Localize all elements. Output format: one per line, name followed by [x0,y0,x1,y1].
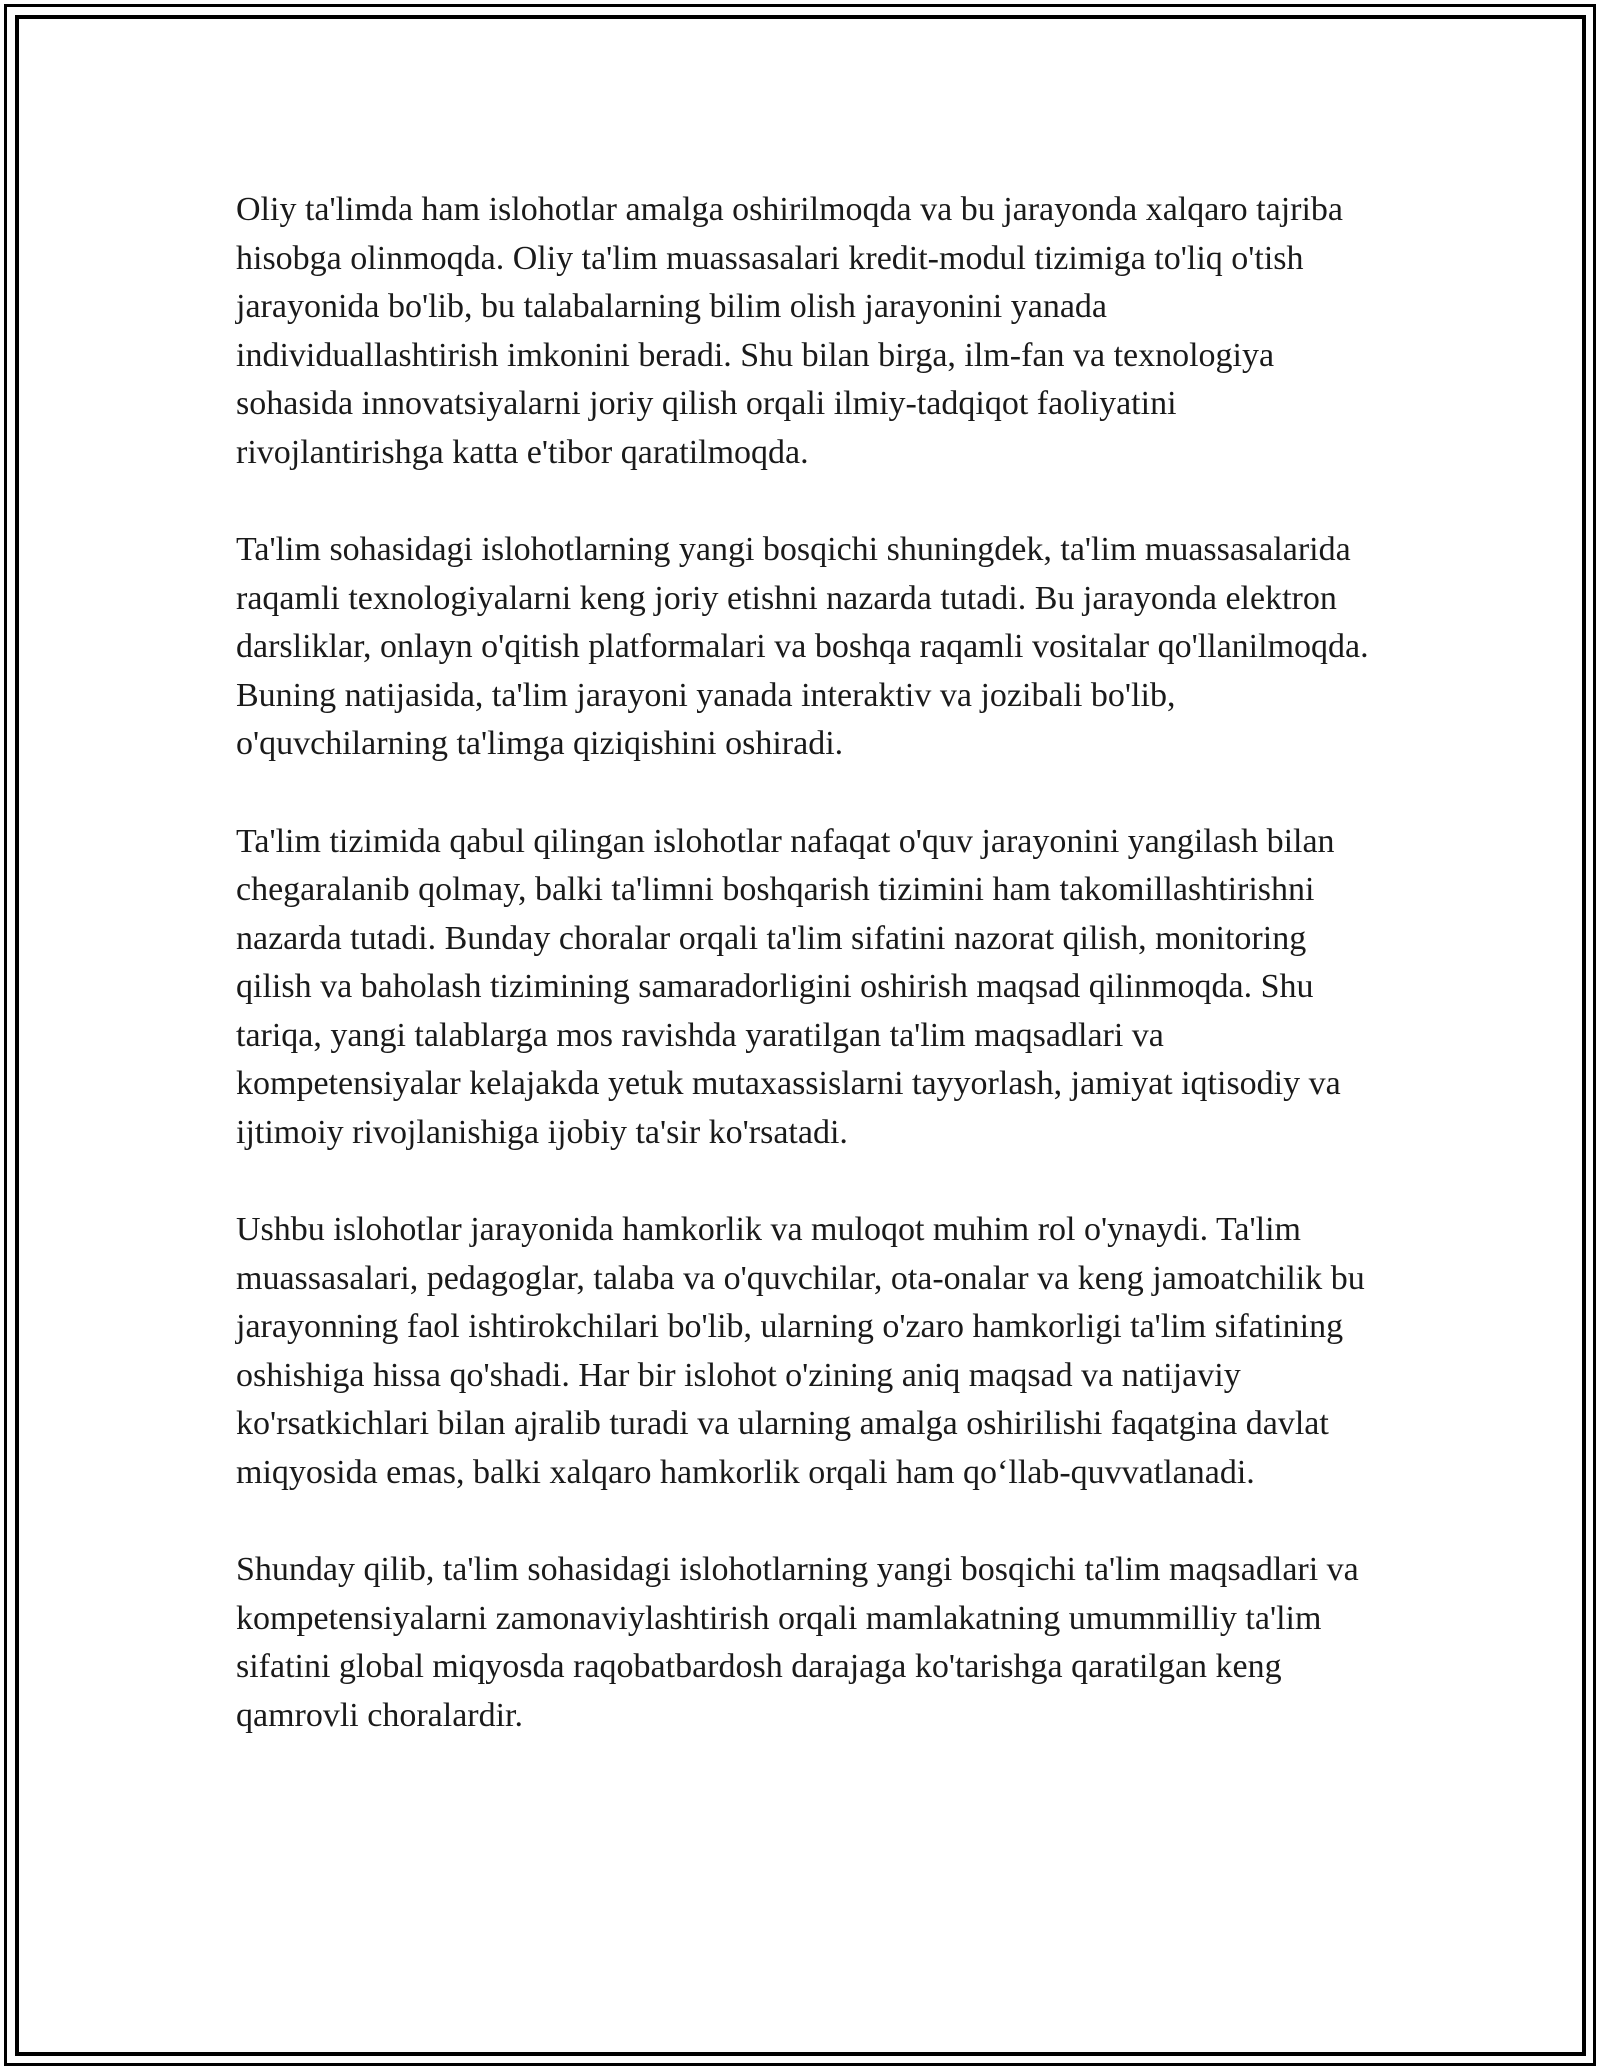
document-body [236,186,1376,1740]
paragraph-1: Oliy ta'limda ham islohotlar amalga oshirilmoqda va bu jarayonda xalqaro tajriba hisobga olinmoqda. Oliy ta'lim muassasalari kredit-modul tizimiga to'liq o'tish jarayonida bo'lib, bu talabalarning bilim olish jarayonini yanada individuallashtirish imkonini beradi. Shu bilan birga, ilm-fan va texnologiya sohasida innovatsiyalarni joriy qilish orqali ilmiy-tadqiqot faoliyatini rivojlantirishga katta e'tibor qaratilmoqda. [236,191,1344,471]
paragraph-3: Ta'lim tizimida qabul qilingan islohotlar nafaqat o'quv jarayonini yangilash bilan chegaralanib qolmay, balki ta'limni boshqarish tizimini ham takomillashtirishni nazarda tutadi. Bunday choralar orqali ta'lim sifatini nazorat qilish, monitoring qilish va baholash tizimining samaradorligini oshirish maqsad qilinmoqda. Shu tariqa, yangi talablarga mos ravishda yaratilgan ta'lim maqsadlari va kompetensiyalar kelajakda yetuk mutaxassislarni tayyorlash, jamiyat iqtisodiy va ijtimoiy rivojlanishiga ijobiy ta'sir ko'rsatadi. [236,822,1341,1151]
paragraph-5: Shunday qilib, ta'lim sohasidagi islohotlarning yangi bosqichi ta'lim maqsadlari va kompetensiyalarni zamonaviylashtirish orqali mamlakatning umummilliy ta'lim sifatini global miqyosda raqobatbardosh darajaga ko'tarishga qaratilgan keng qamrovli choralardir. [236,1551,1359,1734]
paragraph-4: Ushbu islohotlar jarayonida hamkorlik va muloqot muhim rol o'ynaydi. Ta'lim muassasalari, pedagoglar, talaba va o'quvchilar, ota-onalar va keng jamoatchilik bu jarayonning faol ishtirokchilari bo'lib, ularning o'zaro hamkorligi ta'lim sifatining oshishiga hissa qo'shadi. Har bir islohot o'zining aniq maqsad va natijaviy ko'rsatkichlari bilan ajralib turadi va ularning amalga oshirilishi faqatgina davlat miqyosida emas, balki xalqaro hamkorlik orqali ham qo‘llab-quvvatlanadi. [236,1211,1365,1491]
paragraph-2: Ta'lim sohasidagi islohotlarning yangi bosqichi shuningdek, ta'lim muassasalarida raqamli texnologiyalarni keng joriy etishni nazarda tutadi. Bu jarayonda elektron darsliklar, onlayn o'qitish platformalari va boshqa raqamli vositalar qo'llanilmoqda. Buning natijasida, ta'lim jarayoni yanada interaktiv va jozibali bo'lib, o'quvchilarning ta'limga qiziqishini oshiradi. [236,531,1369,762]
